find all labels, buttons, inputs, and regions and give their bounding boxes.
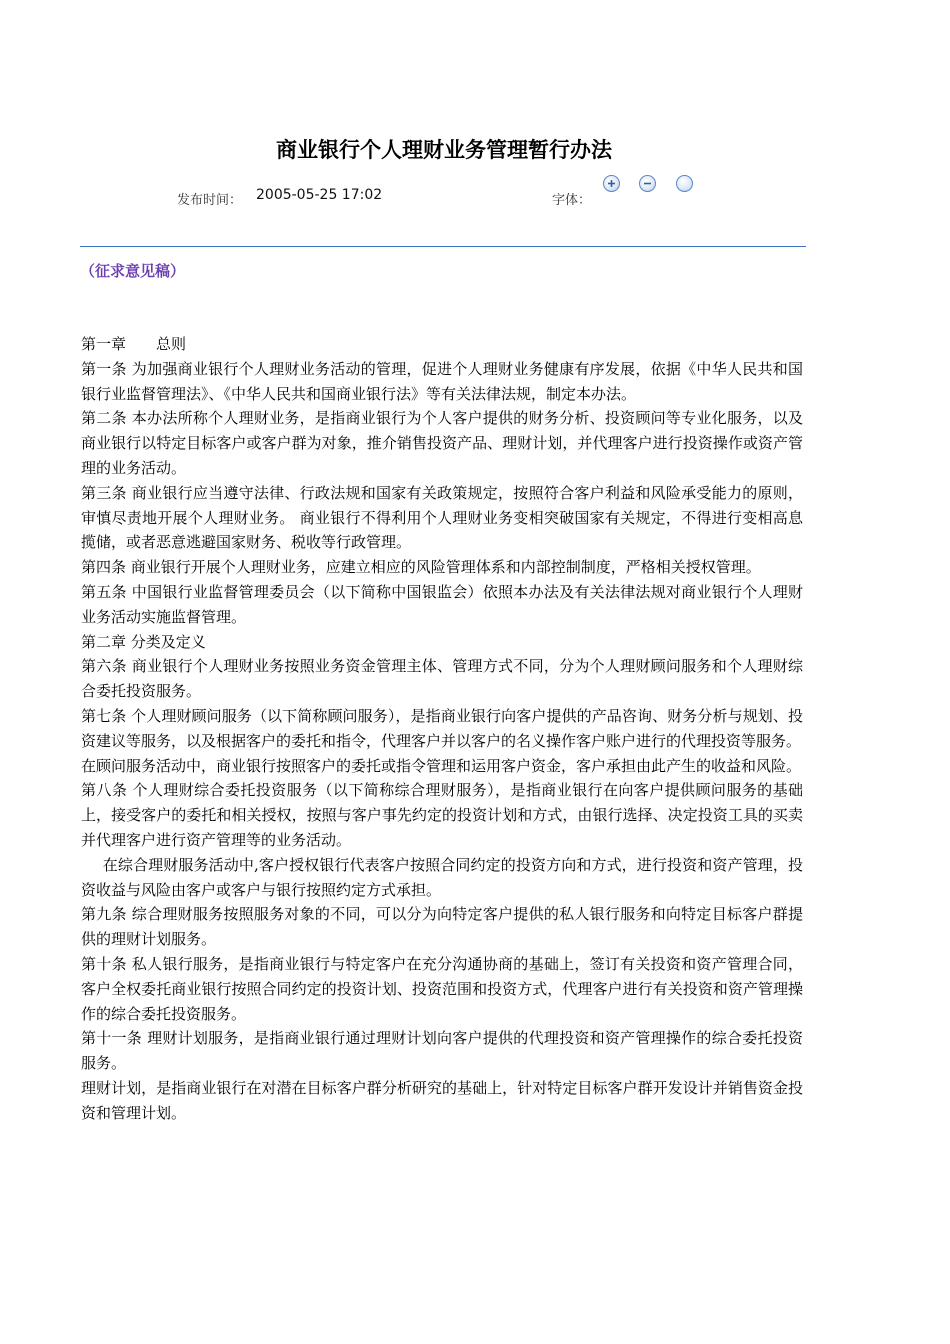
font-size-label: 字体： — [552, 193, 592, 208]
article-paragraph: 在综合理财服务活动中,客户授权银行代表客户按照合同约定的投资方向和方式，进行投资和资产管理，投资收益与风险由客户或客户与银行按照约定方式承担。 — [81, 855, 803, 899]
article-paragraph: 第七条 个人理财顾问服务（以下简称顾问服务），是指商业银行向客户提供的产品咨询、财务分析与规划、投资建议等服务，以及根据客户的委托和指令，代理客户并以客户的名义操作客户账户进行的代理投资等服务。 — [81, 706, 803, 750]
meta-row — [0, 187, 950, 209]
article-paragraph: 第八条 个人理财综合委托投资服务（以下简称综合理财服务），是指商业银行在向客户提供顾问服务的基础上，接受客户的委托和相关授权，按照与客户事先约定的投资计划和方式，由银行选择、决定投资工具的买卖并代理客户进行资产管理等的业务活动。 — [81, 781, 803, 849]
article-paragraph: 第六条 商业银行个人理财业务按照业务资金管理主体、管理方式不同，分为个人理财顾问服务和个人理财综合委托投资服务。 — [81, 657, 803, 701]
reset-size-icon — [677, 176, 692, 191]
article-paragraph: 第一条 为加强商业银行个人理财业务活动的管理，促进个人理财业务健康有序发展，依据《中华人民共和国银行业监督管理法》、《中华人民共和国商业银行法》等有关法律法规，制定本办法。 — [81, 359, 803, 403]
article-paragraph: 理财计划，是指商业银行在对潜在目标客户群分析研究的基础上，针对特定目标客户群开发设计并销售资金投资和管理计划。 — [81, 1078, 803, 1122]
font-decrease-button[interactable] — [639, 175, 656, 192]
draft-note: （征求意见稿） — [80, 262, 186, 280]
header-divider — [80, 246, 806, 247]
zoom-in-icon — [604, 176, 619, 191]
article-paragraph: 第九条 综合理财服务按照服务对象的不同，可以分为向特定客户提供的私人银行服务和向特定目标客户群提供的理财计划服务。 — [81, 905, 803, 949]
page-title: 商业银行个人理财业务管理暂行办法 — [276, 138, 612, 162]
publish-time-value: 2005-05-25 17:02 — [256, 187, 383, 203]
article-paragraph: 在顾问服务活动中，商业银行按照客户的委托或指令管理和运用客户资金，客户承担由此产生的收益和风险。 — [81, 756, 802, 775]
article-paragraph: 第十条 私人银行服务，是指商业银行与特定客户在充分沟通协商的基础上，签订有关投资和资产管理合同，客户全权委托商业银行按照合同约定的投资计划、投资范围和投资方式，代理客户进行有关投资和资产管理操作的综合委托投资服务。 — [81, 954, 803, 1023]
article-body — [81, 332, 803, 1126]
article-paragraph: 第五条 中国银行业监督管理委员会（以下简称中国银监会）依照本办法及有关法律法规对商业银行个人理财业务活动实施监督管理。 — [81, 582, 803, 626]
article-paragraph: 第二条 本办法所称个人理财业务，是指商业银行为个人客户提供的财务分析、投资顾问等专业化服务，以及商业银行以特定目标客户或客户群为对象，推介销售投资产品、理财计划，并代理客户进行投资操作或资产管理的业务活动。 — [81, 409, 803, 477]
chapter-heading: 第一章 总则 — [81, 335, 187, 353]
chapter-heading: 第二章 分类及定义 — [81, 632, 206, 651]
font-reset-button[interactable] — [676, 175, 693, 192]
article-paragraph: 第十一条 理财计划服务，是指商业银行通过理财计划向客户提供的代理投资和资产管理操作的综合委托投资服务。 — [81, 1029, 803, 1073]
article-paragraph: 第四条 商业银行开展个人理财业务，应建立相应的风险管理体系和内部控制制度，严格相关授权管理。 — [81, 558, 761, 577]
zoom-out-icon — [640, 176, 655, 191]
publish-time-label: 发布时间： — [177, 193, 243, 208]
font-increase-button[interactable] — [603, 175, 620, 192]
article-paragraph: 第三条 商业银行应当遵守法律、行政法规和国家有关政策规定，按照符合客户利益和风险承受能力的原则，审慎尽责地开展个人理财业务。 商业银行不得利用个人理财业务变相突破国家有关规定，不得进行变相高息揽储，或者恶意逃避国家财务、税收等行政管理。 — [81, 483, 803, 552]
